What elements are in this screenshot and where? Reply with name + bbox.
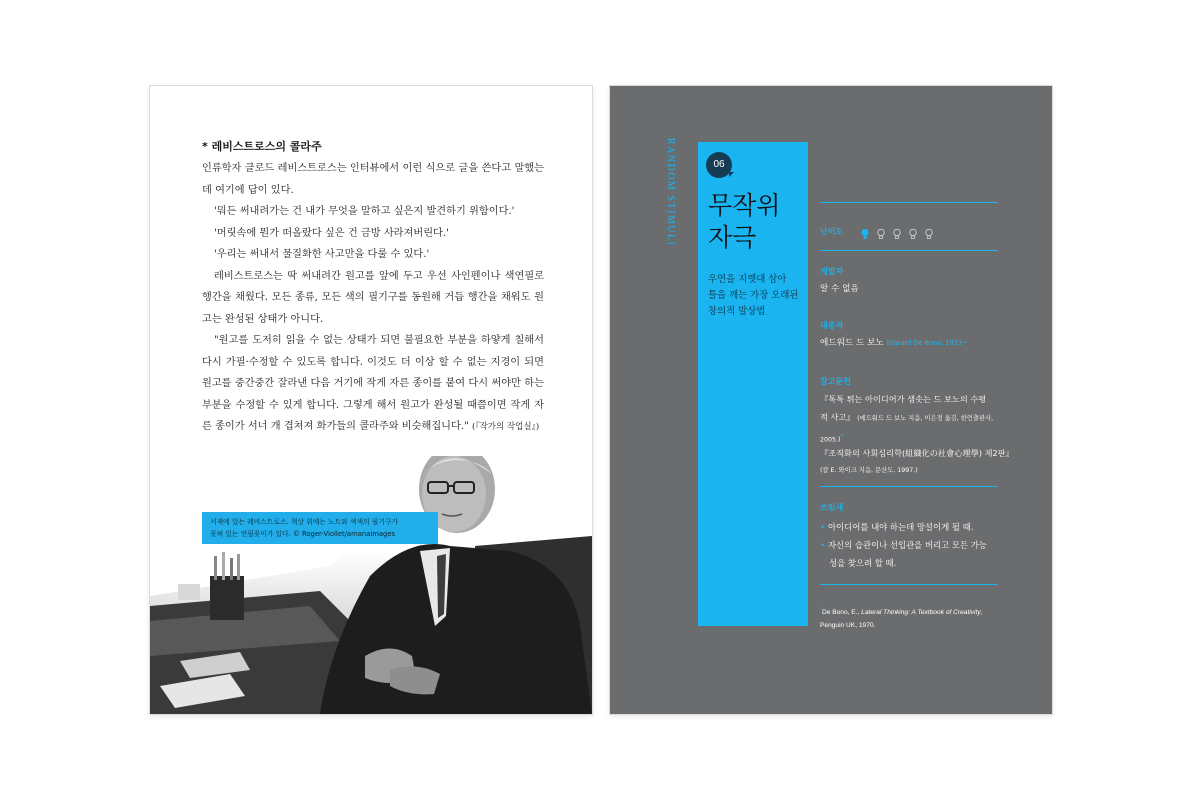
vertical-title xyxy=(662,138,676,288)
body-text xyxy=(202,158,544,439)
reference-title-cont: 적 사고』 xyxy=(820,412,855,422)
usage-item xyxy=(820,536,1015,572)
reference-item xyxy=(820,444,1014,480)
usage-text: 아이디어를 내야 하는데 망설이게 될 때. xyxy=(827,522,974,532)
divider xyxy=(820,202,998,203)
footnote-mark: * xyxy=(840,433,844,440)
caption-line: 서재에 있는 레비스트로스. 책상 위에는 노트와 색색의 필기구가 xyxy=(210,518,398,526)
divider xyxy=(820,250,998,251)
divider xyxy=(820,584,998,585)
footnote-book-title: Lateral Thinking: A Textbook of Creativity xyxy=(861,609,981,617)
title-line: 자극 xyxy=(708,223,757,252)
photo-caption xyxy=(202,512,438,544)
bulb-filled-icon xyxy=(860,228,870,240)
reference-detail: (칼 E. 와이크 지음, 문산도, 1997.) xyxy=(820,467,918,474)
footnote-mark: * xyxy=(820,607,822,613)
bulb-empty-icon xyxy=(876,228,886,240)
reference-detail-cont: 2005.) xyxy=(820,436,841,444)
section-title: * 레비스트로스의 콜라주 xyxy=(202,140,322,153)
title-panel xyxy=(698,142,808,626)
reference-item xyxy=(820,390,1010,450)
page-subtitle xyxy=(708,272,806,320)
footnote-text: De Bono, E., xyxy=(821,609,862,617)
source-citation: (『작가의 작업실』) xyxy=(472,422,540,432)
usage-item xyxy=(820,518,1015,536)
usage-text: 자신의 습관이나 선입관을 버리고 모든 가능 xyxy=(827,540,987,550)
developer-label: 개발자 xyxy=(820,267,844,276)
bulb-empty-icon xyxy=(924,228,934,240)
paragraph: '뭐든 써내려가는 건 내가 무엇을 말하고 싶은지 발견하기 위함이다.' xyxy=(214,206,515,217)
difficulty-label: 난이도 xyxy=(820,227,844,236)
paragraph: '머릿속에 뭔가 떠올랐다 싶은 건 금방 사라져버린다.' xyxy=(214,227,449,239)
footnote-text: , xyxy=(980,609,983,617)
popularizer-name: 에드워드 드 보노 xyxy=(820,338,884,348)
vertical-title-text: RANDOM STIMULI xyxy=(665,138,676,247)
usage-text-cont: 성을 찾으려 할 때. xyxy=(829,558,897,568)
usage-label: 쓰임새 xyxy=(820,503,844,512)
references-label: 참고문헌 xyxy=(820,377,851,386)
reference-title: 『톡톡 튀는 아이디어가 샘솟는 드 보노의 수평 xyxy=(820,394,987,404)
left-page xyxy=(150,86,592,714)
portrait-photo xyxy=(150,456,592,714)
bullet-icon: • xyxy=(820,540,825,550)
bulb-empty-icon xyxy=(892,228,902,240)
right-page xyxy=(610,86,1052,714)
title-line: 무작위 xyxy=(708,191,781,220)
subtitle-line: 창의적 발상법 xyxy=(708,306,766,317)
paragraph: 레비스트로스는 딱 써내려간 원고를 앞에 두고 우선 사인펜이나 색연필로 행간을 채웠다. 모든 종류, 모든 색의 필기구를 동원해 거듭 행간을 채워도 원고는 완성된 상태가 아니다. xyxy=(202,270,544,325)
bulb-empty-icon xyxy=(908,228,918,240)
speech-tail-icon xyxy=(729,172,734,177)
reference-detail: (에드워드 드 보노 지음, 이은정 옮김, 한언출판사, xyxy=(857,415,994,422)
quote-text: "원고를 도저히 읽을 수 없는 상태가 되면 불필요한 부분을 하얗게 칠해서 다시 가필·수정할 수 있도록 합니다. 이것도 더 이상 할 수 없는 지경이 되면 원고를 중간중간 잘라낸 다음 거기에 작게 자른 종이를 붙여 다시 써야만 하는 부분을 수정할 수 있게 합니다. 그렇게 해서 원고가 완성될 때쯤이면 작게 자른 종이가 서너 개 겹쳐져 화가들의 콜라주와 비슷해집니다." xyxy=(202,335,544,432)
subtitle-line: 우연을 지렛대 삼아 xyxy=(708,274,787,285)
paragraph xyxy=(202,330,544,439)
subtitle-line: 틀을 깨는 가장 오래된 xyxy=(708,290,799,301)
difficulty-rating xyxy=(860,225,935,237)
footnote xyxy=(820,604,1020,632)
popularizer-value xyxy=(820,336,968,348)
paragraph: '우리는 써내서 물질화한 사고만을 다룰 수 있다.' xyxy=(214,249,430,260)
divider xyxy=(820,486,998,487)
bullet-icon: • xyxy=(820,522,825,532)
reference-title: 『조직화의 사회심리학(組織化の社會心理學) 제2판』 xyxy=(820,448,1014,458)
page-title xyxy=(708,190,804,254)
popularizer-name-en: Edward De Bono, 1933~ xyxy=(886,339,968,347)
developer-value: 알 수 없음 xyxy=(820,284,859,294)
chapter-number-badge: 06 xyxy=(706,152,732,178)
popularizer-label: 대중자 xyxy=(820,321,844,330)
footnote-publisher: Penguin UK, 1970. xyxy=(820,622,876,630)
caption-line: 꽂혀 있는 연필꽂이가 있다. © Roger-Viollet/amanaimages xyxy=(210,530,396,538)
paragraph: 인류학자 클로드 레비스트로스는 인터뷰에서 이런 식으로 글을 쓴다고 말했는데 여기에 답이 있다. xyxy=(202,163,544,196)
